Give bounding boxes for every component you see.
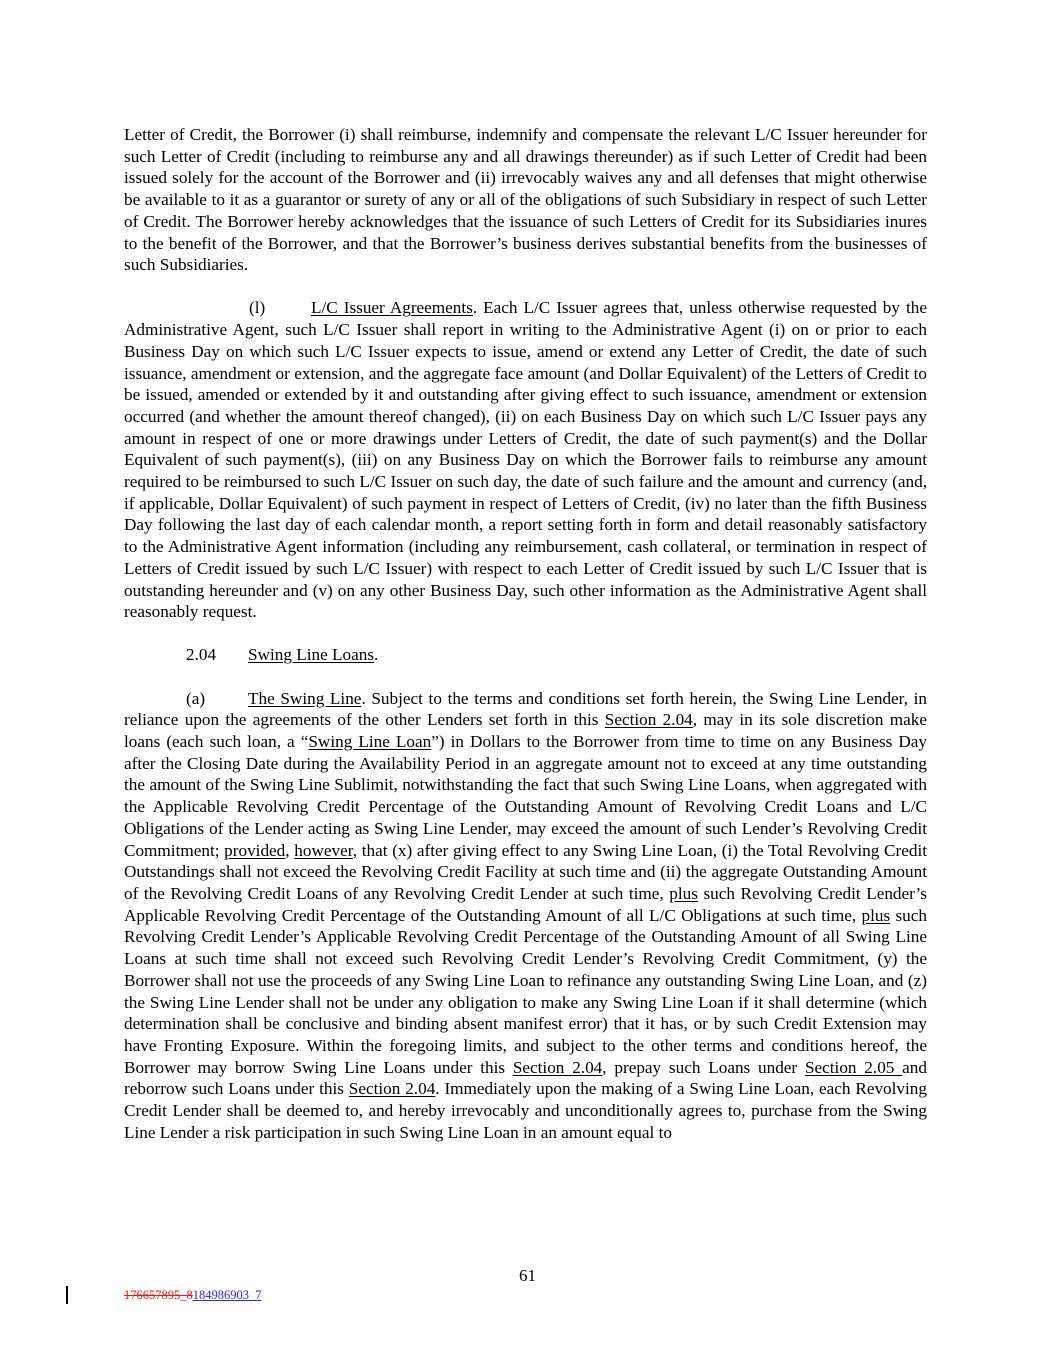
document-id-deleted: 176657895_8 [124, 1288, 193, 1302]
revision-change-bar [66, 1286, 68, 1304]
document-id-inserted: 184986903_7 [192, 1288, 262, 1302]
cross-reference: Section 2.04 [348, 1079, 436, 1099]
document-id [124, 1288, 262, 1303]
cross-reference: Section 2.04 [604, 710, 693, 730]
clause-marker: (a) [186, 688, 206, 708]
clause-heading: L/C Issuer Agreements [311, 298, 473, 318]
emphasis-term: plus [669, 884, 698, 903]
paragraph-lc-issuer-agreements [124, 297, 927, 623]
text-run: . Immediately upon the making of a Swing Line Loan, each Revolving Credit Lender shall be deemed to, and hereby irrevocably and unconditionally agrees to, purchase from the Swing Line Lender a risk participation in such Swing Line Loan in an amount equal to [124, 1079, 927, 1142]
cross-reference: Section 2.05 [804, 1057, 903, 1077]
text-run: , [285, 840, 295, 860]
clause-marker: (l) [249, 298, 266, 318]
emphasis-term: plus [861, 905, 891, 925]
clause-heading: The Swing Line [248, 688, 362, 708]
section-title: Swing Line Loans [248, 645, 375, 665]
text-run: . Subject to the terms and conditions set forth herein, the Swing Line Lender, in reliance upon the agreements of the other Lenders set forth in this [124, 688, 927, 730]
section-number: 2.04 [186, 645, 217, 665]
section-title-period: . [374, 645, 379, 665]
text-run: , that (x) after giving effect to any Swing Line Loan, (i) the Total Revolving Credit Outstandings shall not exceed the Revolving Credit Facility at such time and (ii) the aggregate Outstanding Amount of the Revolving Credit Loans of any Revolving Credit Lender at such time, [124, 840, 928, 903]
section-heading [124, 644, 927, 666]
text-run: , may in its sole discretion make loans (each such loan, a “ [124, 710, 927, 752]
paragraph-swing-line [124, 688, 927, 1144]
page-number: 61 [519, 1266, 536, 1285]
defined-term: Swing Line Loan [308, 732, 432, 752]
text-run: ”) in Dollars to the Borrower from time to time on any Business Day after the Closing Date during the Availability Period in an aggregate amount not to exceed at any time outstanding the amount of the Swing Line Sublimit, notwithstanding the fact that such Swing Line Loans, when aggregated with the Applicable Revolving Credit Percentage of the Outstanding Amount of Revolving Credit Loans and L/C Obligations of the Lender acting as Swing Line Lender, may exceed the amount of such Lender’s Revolving Credit Commitment; [124, 732, 928, 860]
text-run: such Revolving Credit Lender’s Applicable Revolving Credit Percentage of the Outstanding Amount of all Swing Line Loans at such time shall not exceed such Revolving Credit Lender’s Revolving Credit Commitment, (y) the Borrower shall not use the proceeds of any Swing Line Loan to refinance any outstanding Swing Line Loan, and (z) the Swing Line Lender shall not be under any obligation to make any Swing Line Loan if it shall determine (which determination shall be conclusive and binding absent manifest error) that it has, or by such Credit Extension may have Fronting Exposure. Within the foregoing limits, and subject to the other terms and conditions hereof, the Borrower may borrow Swing Line Loans under this [124, 905, 927, 1077]
text-run: such Revolving Credit Lender’s Applicable Revolving Credit Percentage of the Outstanding Amount of all L/C Obligations at such time, [124, 884, 927, 925]
text-run: , prepay such Loans under [602, 1057, 805, 1077]
emphasis-term: provided [224, 840, 286, 860]
cross-reference: Section 2.04 [512, 1057, 603, 1077]
emphasis-term: however [294, 840, 353, 860]
paragraph-lc-subsidiaries: Letter of Credit, the Borrower (i) shall reimburse, indemnify and compensate the relevant L/C Issuer hereunder for such Letter of Credit (including to reimburse any and all drawings thereunder) as if such Letter of Credit had been issued solely for the account of the Borrower and (ii) irrevocably waives any and all defenses that might otherwise be available to it as a guarantor or surety of any or all of the obligations of such Subsidiary in respect of such Letter of Credit. The Borrower hereby acknowledges that the issuance of such Letters of Credit for its Subsidiaries inures to the benefit of the Borrower, and that the Borrower’s business derives substantial benefits from the businesses of such Subsidiaries. [124, 125, 927, 275]
page-body [124, 124, 927, 1143]
text-run: and reborrow such Loans under this [124, 1057, 927, 1099]
clause-text: . Each L/C Issuer agrees that, unless otherwise requested by the Administrative Agent, such L/C Issuer shall report in writing to the Administrative Agent (i) on or prior to each Business Day on which such L/C Issuer expects to issue, amend or extend any Letter of Credit, the date of such issuance, amendment or extension, and the aggregate face amount (and Dollar Equivalent) of the Letters of Credit to be issued, amended or extended by it and outstanding after giving effect to such issuance, amendment or extension occurred (and whether the amount thereof changed), (ii) on each Business Day on which such L/C Issuer pays any amount in respect of one or more drawings under Letters of Credit, the date of such payment(s) and the Dollar Equivalent of such payment(s), (iii) on any Business Day on which the Borrower fails to reimburse any amount required to be reimbursed to such L/C Issuer on such day, the date of such failure and the amount and currency (and, if applicable, Dollar Equivalent) of such payment in respect of Letters of Credit, (iv) no later than the fifth Business Day following the last day of each calendar month, a report setting forth in form and detail reasonably satisfactory to the Administrative Agent information (including any reimbursement, cash collateral, or termination in respect of Letters of Credit issued by such L/C Issuer) with respect to each Letter of Credit issued by such L/C Issuer that is outstanding hereunder and (v) on any other Business Day, such other information as the Administrative Agent shall reasonably request. [124, 298, 927, 622]
